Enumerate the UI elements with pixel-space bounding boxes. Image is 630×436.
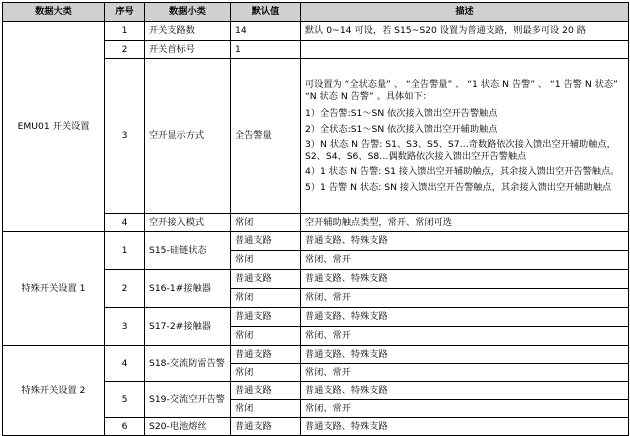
description-cell (301, 41, 629, 59)
row-number: 1 (105, 22, 145, 41)
row-number: 6 (105, 418, 145, 436)
table-row (3, 22, 629, 41)
row-number: 2 (105, 270, 145, 308)
default-value-cell: 常闭 (231, 327, 301, 346)
default-value-cell: 普通支路 (231, 308, 301, 327)
row-number: 5 (105, 382, 145, 418)
row-number: 3 (105, 59, 145, 214)
default-value-cell: 普通支路 (231, 270, 301, 289)
default-value-cell: 普通支路 (231, 418, 301, 436)
row-number: 4 (105, 346, 145, 382)
description-option: 5）1 告警 N 状态: SN 接入馈出空开告警触点，其余接入馈出空开辅助触点 (305, 181, 612, 193)
row-number: 1 (105, 232, 145, 270)
row-number: 2 (105, 41, 145, 59)
description-option: 4）1 状态 N 告警: S1 接入馈出空开辅助触点，其余接入馈出空开告警触点。 (305, 166, 620, 177)
table-row (3, 346, 629, 364)
description-option: 1）全告警:S1～SN 依次接入馈出空开告警触点 (305, 108, 498, 119)
subcategory-cell: S17-2#接触器 (145, 308, 231, 346)
description-cell: 普通支路、特殊支路 (301, 308, 629, 327)
row-number: 4 (105, 214, 145, 232)
default-value-cell: 普通支路 (231, 382, 301, 400)
default-value-cell: 全告警量 (231, 59, 301, 214)
description-cell: 默认 0~14 可设，若 S15~S20 设置为普通支路，则最多可设 20 路 (301, 22, 629, 41)
header-row (3, 3, 629, 22)
description-cell: 常闭、常开 (301, 400, 629, 418)
subcategory-cell: S15-硅链状态 (145, 232, 231, 270)
description-cell: 常闭、常开 (301, 327, 629, 346)
default-value-cell: 常闭 (231, 364, 301, 382)
category-cell-emu01: EMU01 开关设置 (3, 22, 105, 232)
default-value-cell: 常闭 (231, 289, 301, 308)
category-cell-special1: 特殊开关设置 1 (3, 232, 105, 346)
subcategory-cell: 开关首标号 (145, 41, 231, 59)
description-cell: 普通支路、特殊支路 (301, 382, 629, 400)
description-cell: 空开辅助触点类型，常开、常闭可选 (301, 214, 629, 232)
subcategory-cell: 开关支路数 (145, 22, 231, 41)
header-subcategory: 数据小类 (145, 3, 231, 22)
description-intro: 可设置为 “全状态量” 、 “全告警量” 、 “1 状态 N 告警” 、 “1 告警 N 状态” “N 状态 N 告警” 。具体如下： (305, 79, 618, 102)
subcategory-cell: 空开接入模式 (145, 214, 231, 232)
row-number: 3 (105, 308, 145, 346)
header-description: 描述 (301, 3, 629, 22)
default-value-cell: 普通支路 (231, 346, 301, 364)
description-cell: 普通支路、特殊支路 (301, 346, 629, 364)
default-value-cell: 14 (231, 22, 301, 41)
subcategory-cell: S16-1#接触器 (145, 270, 231, 308)
description-cell: 普通支路、特殊支路 (301, 232, 629, 251)
description-cell-display-mode (301, 59, 629, 214)
default-value-cell: 常闭 (231, 400, 301, 418)
header-category: 数据大类 (3, 3, 105, 22)
description-cell: 常闭、常开 (301, 364, 629, 382)
header-num: 序号 (105, 3, 145, 22)
default-value-cell: 常闭 (231, 214, 301, 232)
description-cell: 常闭、常开 (301, 251, 629, 270)
table-row (3, 232, 629, 251)
default-value-cell: 常闭 (231, 251, 301, 270)
category-cell-special2: 特殊开关设置 2 (3, 346, 105, 436)
subcategory-cell: S19-交流空开告警 (145, 382, 231, 418)
description-cell: 常闭、常开 (301, 289, 629, 308)
description-option: 3）N 状态 N 告警: S1、S3、S5、S7…奇数路依次接入馈出空开辅助触点，S2、S4、S6、S8…偶数路依次接入馈出空开告警触点 (305, 139, 616, 162)
description-option: 2）全状态:S1～SN 依次接入馈出空开辅助触点 (305, 123, 498, 135)
subcategory-cell: S20-电池熔丝 (145, 418, 231, 436)
default-value-cell: 普通支路 (231, 232, 301, 251)
settings-table (2, 2, 629, 436)
default-value-cell: 1 (231, 41, 301, 59)
subcategory-cell: S18-交流防雷告警 (145, 346, 231, 382)
description-cell: 普通支路、特殊支路 (301, 270, 629, 289)
description-cell: 普通支路、特殊支路 (301, 418, 629, 436)
header-default: 默认值 (231, 3, 301, 22)
subcategory-cell: 空开显示方式 (145, 59, 231, 214)
